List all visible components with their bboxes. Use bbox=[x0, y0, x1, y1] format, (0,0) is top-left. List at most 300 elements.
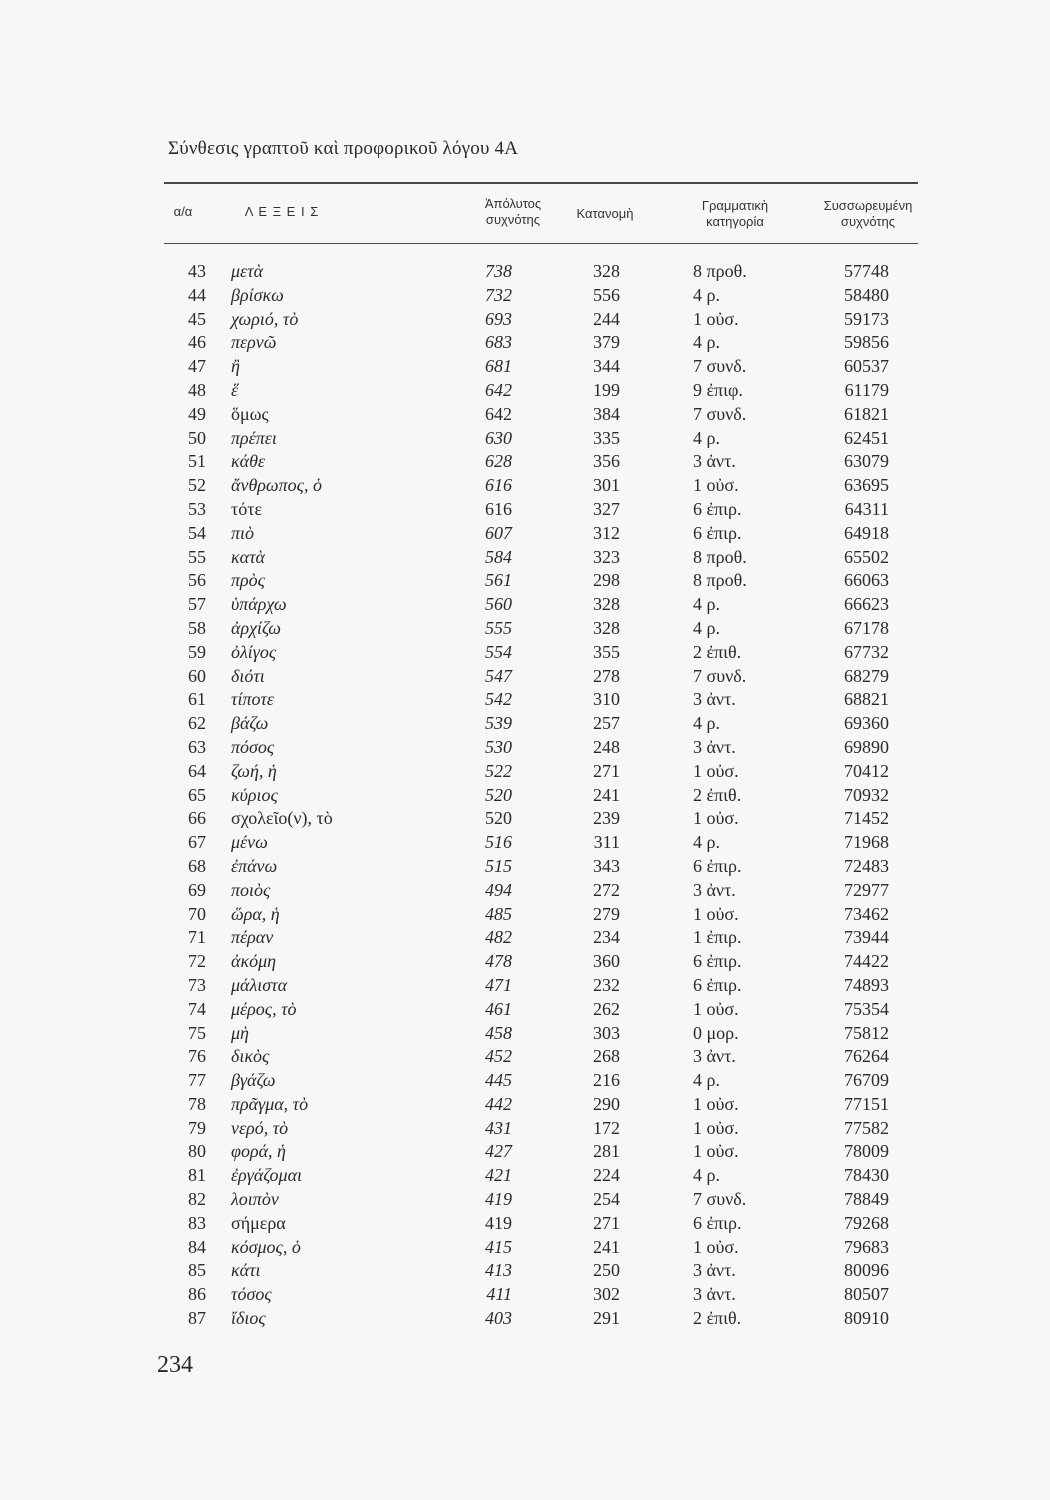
row-cumulative-frequency: 79268 bbox=[844, 1212, 889, 1233]
row-grammatical-category: 1 οὐσ. bbox=[693, 1093, 739, 1114]
row-grammatical-category: 6 ἐπιρ. bbox=[693, 1212, 742, 1233]
row-word: σήμερα bbox=[231, 1212, 286, 1233]
table-row bbox=[0, 309, 1050, 333]
row-distribution: 312 bbox=[593, 522, 620, 543]
row-absolute-frequency: 458 bbox=[485, 1022, 512, 1043]
row-cumulative-frequency: 70932 bbox=[844, 784, 889, 805]
column-header-grammar-line1: Γραμματικὴ bbox=[701, 198, 769, 213]
row-absolute-frequency: 478 bbox=[485, 951, 512, 972]
row-cumulative-frequency: 78009 bbox=[844, 1141, 889, 1162]
row-cumulative-frequency: 69890 bbox=[844, 736, 889, 757]
row-grammatical-category: 4 ρ. bbox=[693, 1165, 720, 1186]
row-absolute-frequency: 642 bbox=[485, 379, 512, 400]
row-word: πόσος bbox=[231, 736, 275, 757]
row-distribution: 248 bbox=[593, 736, 620, 757]
row-cumulative-frequency: 59173 bbox=[844, 308, 889, 329]
row-distribution: 234 bbox=[593, 927, 620, 948]
row-distribution: 556 bbox=[593, 284, 620, 305]
row-absolute-frequency: 413 bbox=[485, 1260, 512, 1281]
row-word: δικὸς bbox=[231, 1046, 270, 1067]
row-number: 45 bbox=[188, 308, 206, 329]
column-header-index-label: α/α bbox=[173, 204, 193, 219]
row-distribution: 199 bbox=[593, 379, 620, 400]
row-grammatical-category: 1 οὐσ. bbox=[693, 903, 739, 924]
row-word: ἴδιος bbox=[231, 1308, 266, 1329]
row-absolute-frequency: 411 bbox=[486, 1284, 512, 1305]
row-number: 70 bbox=[188, 903, 206, 924]
row-word: πρᾶγμα, τὸ bbox=[231, 1093, 309, 1114]
row-number: 68 bbox=[188, 855, 206, 876]
row-absolute-frequency: 516 bbox=[485, 832, 512, 853]
row-number: 80 bbox=[188, 1141, 206, 1162]
row-absolute-frequency: 542 bbox=[485, 689, 512, 710]
row-cumulative-frequency: 67732 bbox=[844, 641, 889, 662]
row-cumulative-frequency: 72977 bbox=[844, 879, 889, 900]
row-number: 54 bbox=[188, 522, 206, 543]
row-number: 74 bbox=[188, 998, 206, 1019]
row-absolute-frequency: 431 bbox=[485, 1117, 512, 1138]
row-number: 52 bbox=[188, 475, 206, 496]
row-absolute-frequency: 628 bbox=[485, 451, 512, 472]
row-word: πρὸς bbox=[231, 570, 265, 591]
row-word: λοιπὸν bbox=[231, 1189, 279, 1210]
row-absolute-frequency: 461 bbox=[485, 998, 512, 1019]
row-word: πρέπει bbox=[231, 427, 277, 448]
row-cumulative-frequency: 80096 bbox=[844, 1260, 889, 1281]
row-cumulative-frequency: 59856 bbox=[844, 332, 889, 353]
row-grammatical-category: 1 οὐσ. bbox=[693, 475, 739, 496]
row-grammatical-category: 1 ἐπιρ. bbox=[693, 927, 742, 948]
row-word: πιὸ bbox=[231, 522, 255, 543]
row-cumulative-frequency: 80507 bbox=[844, 1284, 889, 1305]
row-distribution: 310 bbox=[593, 689, 620, 710]
row-distribution: 291 bbox=[593, 1308, 620, 1329]
row-grammatical-category: 4 ρ. bbox=[693, 284, 720, 305]
row-grammatical-category: 4 ρ. bbox=[693, 713, 720, 734]
table-row bbox=[0, 1094, 1050, 1118]
row-number: 53 bbox=[188, 498, 206, 519]
row-grammatical-category: 9 ἐπιφ. bbox=[693, 379, 743, 400]
row-cumulative-frequency: 80910 bbox=[844, 1308, 889, 1329]
row-distribution: 239 bbox=[593, 808, 620, 829]
row-number: 59 bbox=[188, 641, 206, 662]
row-cumulative-frequency: 69360 bbox=[844, 713, 889, 734]
row-number: 71 bbox=[188, 927, 206, 948]
row-cumulative-frequency: 74422 bbox=[844, 951, 889, 972]
row-distribution: 278 bbox=[593, 665, 620, 686]
row-number: 48 bbox=[188, 379, 206, 400]
row-number: 79 bbox=[188, 1117, 206, 1138]
table-row bbox=[0, 523, 1050, 547]
row-cumulative-frequency: 60537 bbox=[844, 356, 889, 377]
table-row bbox=[0, 951, 1050, 975]
row-cumulative-frequency: 76709 bbox=[844, 1070, 889, 1091]
row-distribution: 328 bbox=[593, 594, 620, 615]
row-cumulative-frequency: 68279 bbox=[844, 665, 889, 686]
row-grammatical-category: 1 οὐσ. bbox=[693, 308, 739, 329]
row-word: βρίσκω bbox=[231, 284, 284, 305]
row-absolute-frequency: 530 bbox=[485, 736, 512, 757]
row-grammatical-category: 1 οὐσ. bbox=[693, 760, 739, 781]
row-word: κάθε bbox=[231, 451, 266, 472]
row-grammatical-category: 6 ἐπιρ. bbox=[693, 855, 742, 876]
table-row bbox=[0, 547, 1050, 571]
row-cumulative-frequency: 64918 bbox=[844, 522, 889, 543]
row-word: μὴ bbox=[231, 1022, 249, 1043]
row-absolute-frequency: 494 bbox=[485, 879, 512, 900]
row-word: ὥρα, ἡ bbox=[231, 903, 280, 924]
row-absolute-frequency: 419 bbox=[485, 1189, 512, 1210]
column-header-cumulative-line2: συχνότης bbox=[840, 214, 896, 229]
row-grammatical-category: 8 προθ. bbox=[693, 261, 747, 281]
row-word: ὀλίγος bbox=[231, 641, 277, 662]
row-absolute-frequency: 520 bbox=[485, 808, 512, 829]
table-row bbox=[0, 499, 1050, 523]
row-number: 72 bbox=[188, 951, 206, 972]
row-distribution: 356 bbox=[593, 451, 620, 472]
row-absolute-frequency: 442 bbox=[485, 1093, 512, 1114]
table-row bbox=[0, 904, 1050, 928]
row-distribution: 272 bbox=[593, 879, 620, 900]
table-row bbox=[0, 285, 1050, 309]
row-number: 78 bbox=[188, 1093, 206, 1114]
row-distribution: 290 bbox=[593, 1093, 620, 1114]
row-number: 44 bbox=[188, 284, 206, 305]
row-grammatical-category: 1 οὐσ. bbox=[693, 808, 739, 829]
table-row bbox=[0, 785, 1050, 809]
row-number: 73 bbox=[188, 974, 206, 995]
row-word: ἀρχίζω bbox=[231, 617, 281, 638]
row-distribution: 262 bbox=[593, 998, 620, 1019]
row-absolute-frequency: 520 bbox=[485, 784, 512, 805]
row-word: βγάζω bbox=[231, 1070, 276, 1091]
table-row bbox=[0, 999, 1050, 1023]
row-word: διότι bbox=[231, 665, 265, 686]
row-word: ποιὸς bbox=[231, 879, 271, 900]
row-number: 76 bbox=[188, 1046, 206, 1067]
row-absolute-frequency: 482 bbox=[485, 927, 512, 948]
row-distribution: 311 bbox=[593, 832, 620, 853]
row-word: χωριό, τὸ bbox=[231, 308, 299, 329]
row-cumulative-frequency: 74893 bbox=[844, 974, 889, 995]
row-word: ἀκόμη bbox=[231, 951, 277, 972]
row-number: 49 bbox=[188, 403, 206, 424]
row-distribution: 279 bbox=[593, 903, 620, 924]
table-row bbox=[0, 880, 1050, 904]
column-header-abs-line2: συχνότης bbox=[485, 212, 541, 227]
column-header-absolute-frequency bbox=[463, 196, 563, 228]
page-number: 234 bbox=[157, 1352, 193, 1378]
row-absolute-frequency: 427 bbox=[485, 1141, 512, 1162]
row-cumulative-frequency: 64311 bbox=[844, 498, 889, 519]
row-grammatical-category: 3 ἀντ. bbox=[693, 689, 736, 710]
row-number: 55 bbox=[188, 546, 206, 567]
row-absolute-frequency: 471 bbox=[485, 974, 512, 995]
row-grammatical-category: 1 οὐσ. bbox=[693, 998, 739, 1019]
column-header-grammar bbox=[680, 198, 790, 230]
table-row bbox=[0, 832, 1050, 856]
row-cumulative-frequency: 66623 bbox=[844, 594, 889, 615]
row-distribution: 335 bbox=[593, 427, 620, 448]
row-word: τότε bbox=[231, 498, 263, 519]
row-number: 85 bbox=[188, 1260, 206, 1281]
row-distribution: 355 bbox=[593, 641, 620, 662]
row-grammatical-category: 8 προθ. bbox=[693, 570, 747, 591]
row-distribution: 303 bbox=[593, 1022, 620, 1043]
row-word: περνῶ bbox=[231, 332, 277, 353]
row-cumulative-frequency: 71968 bbox=[844, 832, 889, 853]
row-cumulative-frequency: 78430 bbox=[844, 1165, 889, 1186]
row-grammatical-category: 6 ἐπιρ. bbox=[693, 522, 742, 543]
row-number: 64 bbox=[188, 760, 206, 781]
row-cumulative-frequency: 65502 bbox=[844, 546, 889, 567]
row-grammatical-category: 3 ἀντ. bbox=[693, 1260, 736, 1281]
row-absolute-frequency: 415 bbox=[485, 1236, 512, 1257]
row-distribution: 379 bbox=[593, 332, 620, 353]
column-header-distribution-label: Κατανομὴ bbox=[576, 206, 634, 221]
row-grammatical-category: 3 ἀντ. bbox=[693, 451, 736, 472]
row-word: μένω bbox=[231, 832, 268, 853]
row-number: 75 bbox=[188, 1022, 206, 1043]
table-header-rule bbox=[164, 243, 918, 244]
row-absolute-frequency: 584 bbox=[485, 546, 512, 567]
row-word: κύριος bbox=[231, 784, 278, 805]
row-cumulative-frequency: 62451 bbox=[844, 427, 889, 448]
row-cumulative-frequency: 66063 bbox=[844, 570, 889, 591]
table-row bbox=[0, 1189, 1050, 1213]
table-row bbox=[0, 689, 1050, 713]
row-number: 81 bbox=[188, 1165, 206, 1186]
row-cumulative-frequency: 63079 bbox=[844, 451, 889, 472]
row-absolute-frequency: 555 bbox=[485, 617, 512, 638]
row-grammatical-category: 3 ἀντ. bbox=[693, 1284, 736, 1305]
row-absolute-frequency: 560 bbox=[485, 594, 512, 615]
table-row bbox=[0, 594, 1050, 618]
frequency-table bbox=[0, 261, 1050, 1332]
row-distribution: 323 bbox=[593, 546, 620, 567]
table-row bbox=[0, 404, 1050, 428]
row-word: ἐπάνω bbox=[231, 855, 278, 876]
row-distribution: 250 bbox=[593, 1260, 620, 1281]
row-distribution: 254 bbox=[593, 1189, 620, 1210]
row-word: ἢ bbox=[231, 356, 240, 377]
row-word: μετὰ bbox=[231, 261, 264, 281]
row-grammatical-category: 7 συνδ. bbox=[693, 665, 747, 686]
row-word: ὅμως bbox=[231, 403, 269, 424]
row-distribution: 343 bbox=[593, 855, 620, 876]
row-absolute-frequency: 616 bbox=[485, 475, 512, 496]
row-grammatical-category: 6 ἐπιρ. bbox=[693, 974, 742, 995]
row-absolute-frequency: 630 bbox=[485, 427, 512, 448]
row-grammatical-category: 4 ρ. bbox=[693, 594, 720, 615]
column-header-grammar-line2: κατηγορία bbox=[706, 214, 764, 229]
column-header-cumulative bbox=[808, 198, 928, 230]
row-number: 77 bbox=[188, 1070, 206, 1091]
table-row bbox=[0, 1213, 1050, 1237]
row-word: ἐργάζομαι bbox=[231, 1165, 303, 1186]
row-grammatical-category: 3 ἀντ. bbox=[693, 736, 736, 757]
row-cumulative-frequency: 71452 bbox=[844, 808, 889, 829]
row-distribution: 328 bbox=[593, 617, 620, 638]
column-header-cumulative-line1: Συσσωρευμένη bbox=[823, 198, 913, 213]
row-cumulative-frequency: 78849 bbox=[844, 1189, 889, 1210]
table-row bbox=[0, 1284, 1050, 1308]
row-number: 82 bbox=[188, 1189, 206, 1210]
table-row bbox=[0, 927, 1050, 951]
row-cumulative-frequency: 75354 bbox=[844, 998, 889, 1019]
row-absolute-frequency: 693 bbox=[485, 308, 512, 329]
row-absolute-frequency: 419 bbox=[485, 1212, 512, 1233]
row-number: 69 bbox=[188, 879, 206, 900]
row-grammatical-category: 4 ρ. bbox=[693, 617, 720, 638]
row-absolute-frequency: 515 bbox=[485, 855, 512, 876]
row-word: σχολεῖο(ν), τὸ bbox=[231, 808, 333, 829]
table-row bbox=[0, 1308, 1050, 1332]
table-row bbox=[0, 713, 1050, 737]
table-row bbox=[0, 1070, 1050, 1094]
row-distribution: 301 bbox=[593, 475, 620, 496]
row-number: 46 bbox=[188, 332, 206, 353]
row-distribution: 302 bbox=[593, 1284, 620, 1305]
row-grammatical-category: 4 ρ. bbox=[693, 832, 720, 853]
row-word: κάτι bbox=[231, 1260, 261, 1281]
row-cumulative-frequency: 61179 bbox=[844, 379, 889, 400]
row-distribution: 327 bbox=[593, 498, 620, 519]
row-number: 58 bbox=[188, 617, 206, 638]
row-grammatical-category: 4 ρ. bbox=[693, 427, 720, 448]
row-grammatical-category: 7 συνδ. bbox=[693, 403, 747, 424]
row-distribution: 384 bbox=[593, 403, 620, 424]
row-number: 60 bbox=[188, 665, 206, 686]
row-distribution: 172 bbox=[593, 1117, 620, 1138]
row-absolute-frequency: 554 bbox=[485, 641, 512, 662]
row-grammatical-category: 6 ἐπιρ. bbox=[693, 951, 742, 972]
row-word: κόσμος, ὁ bbox=[231, 1236, 301, 1257]
row-word: μάλιστα bbox=[231, 974, 288, 995]
row-grammatical-category: 1 οὐσ. bbox=[693, 1117, 739, 1138]
row-number: 66 bbox=[188, 808, 206, 829]
row-grammatical-category: 2 ἐπιθ. bbox=[693, 641, 742, 662]
table-row bbox=[0, 261, 1050, 285]
row-cumulative-frequency: 68821 bbox=[844, 689, 889, 710]
row-absolute-frequency: 522 bbox=[485, 760, 512, 781]
row-cumulative-frequency: 58480 bbox=[844, 284, 889, 305]
table-row bbox=[0, 856, 1050, 880]
row-distribution: 224 bbox=[593, 1165, 620, 1186]
row-cumulative-frequency: 76264 bbox=[844, 1046, 889, 1067]
row-number: 63 bbox=[188, 736, 206, 757]
row-number: 87 bbox=[188, 1308, 206, 1329]
row-absolute-frequency: 421 bbox=[485, 1165, 512, 1186]
table-row bbox=[0, 1118, 1050, 1142]
row-grammatical-category: 7 συνδ. bbox=[693, 1189, 747, 1210]
table-row bbox=[0, 1237, 1050, 1261]
row-distribution: 257 bbox=[593, 713, 620, 734]
row-cumulative-frequency: 61821 bbox=[844, 403, 889, 424]
row-cumulative-frequency: 77151 bbox=[844, 1093, 889, 1114]
table-row bbox=[0, 1046, 1050, 1070]
row-number: 57 bbox=[188, 594, 206, 615]
table-row bbox=[0, 737, 1050, 761]
row-grammatical-category: 3 ἀντ. bbox=[693, 879, 736, 900]
row-word: κατὰ bbox=[231, 546, 265, 567]
row-absolute-frequency: 683 bbox=[485, 332, 512, 353]
row-grammatical-category: 1 οὐσ. bbox=[693, 1141, 739, 1162]
row-distribution: 298 bbox=[593, 570, 620, 591]
row-grammatical-category: 6 ἐπιρ. bbox=[693, 498, 742, 519]
table-row bbox=[0, 1165, 1050, 1189]
page-title: Σύνθεσις γραπτοῦ καὶ προφορικοῦ λόγου 4Α bbox=[168, 138, 519, 159]
row-cumulative-frequency: 57748 bbox=[844, 261, 889, 281]
table-row bbox=[0, 332, 1050, 356]
table-row bbox=[0, 570, 1050, 594]
column-header-words bbox=[222, 204, 342, 220]
column-header-distribution bbox=[555, 206, 655, 222]
row-absolute-frequency: 485 bbox=[485, 903, 512, 924]
row-word: μέρος, τὸ bbox=[231, 998, 297, 1019]
row-distribution: 271 bbox=[593, 760, 620, 781]
table-row bbox=[0, 618, 1050, 642]
row-distribution: 244 bbox=[593, 308, 620, 329]
row-absolute-frequency: 452 bbox=[485, 1046, 512, 1067]
row-grammatical-category: 2 ἐπιθ. bbox=[693, 784, 742, 805]
row-distribution: 328 bbox=[593, 261, 620, 281]
row-cumulative-frequency: 79683 bbox=[844, 1236, 889, 1257]
table-row bbox=[0, 1023, 1050, 1047]
table-row bbox=[0, 475, 1050, 499]
row-word: ὑπάρχω bbox=[231, 594, 287, 615]
row-absolute-frequency: 403 bbox=[485, 1308, 512, 1329]
row-distribution: 344 bbox=[593, 356, 620, 377]
row-number: 62 bbox=[188, 713, 206, 734]
row-cumulative-frequency: 73944 bbox=[844, 927, 889, 948]
row-cumulative-frequency: 77582 bbox=[844, 1117, 889, 1138]
row-cumulative-frequency: 73462 bbox=[844, 903, 889, 924]
table-row bbox=[0, 761, 1050, 785]
row-cumulative-frequency: 75812 bbox=[844, 1022, 889, 1043]
row-distribution: 232 bbox=[593, 974, 620, 995]
table-row bbox=[0, 642, 1050, 666]
row-absolute-frequency: 547 bbox=[485, 665, 512, 686]
row-distribution: 241 bbox=[593, 784, 620, 805]
row-grammatical-category: 4 ρ. bbox=[693, 1070, 720, 1091]
row-grammatical-category: 7 συνδ. bbox=[693, 356, 747, 377]
row-absolute-frequency: 607 bbox=[485, 522, 512, 543]
row-word: ἕ bbox=[231, 379, 239, 400]
row-grammatical-category: 1 οὐσ. bbox=[693, 1236, 739, 1257]
row-grammatical-category: 8 προθ. bbox=[693, 546, 747, 567]
row-word: φορά, ἡ bbox=[231, 1141, 286, 1162]
table-row bbox=[0, 666, 1050, 690]
table-row bbox=[0, 1141, 1050, 1165]
row-word: πέραν bbox=[231, 927, 274, 948]
row-number: 61 bbox=[188, 689, 206, 710]
row-word: ζωή, ἡ bbox=[231, 760, 277, 781]
row-number: 43 bbox=[188, 261, 206, 281]
row-cumulative-frequency: 72483 bbox=[844, 855, 889, 876]
row-grammatical-category: 3 ἀντ. bbox=[693, 1046, 736, 1067]
row-absolute-frequency: 616 bbox=[485, 498, 512, 519]
row-number: 47 bbox=[188, 356, 206, 377]
row-number: 67 bbox=[188, 832, 206, 853]
row-word: νερό, τὸ bbox=[231, 1117, 289, 1138]
table-row bbox=[0, 451, 1050, 475]
row-distribution: 271 bbox=[593, 1212, 620, 1233]
row-number: 50 bbox=[188, 427, 206, 448]
table-row bbox=[0, 808, 1050, 832]
row-distribution: 360 bbox=[593, 951, 620, 972]
row-cumulative-frequency: 67178 bbox=[844, 617, 889, 638]
